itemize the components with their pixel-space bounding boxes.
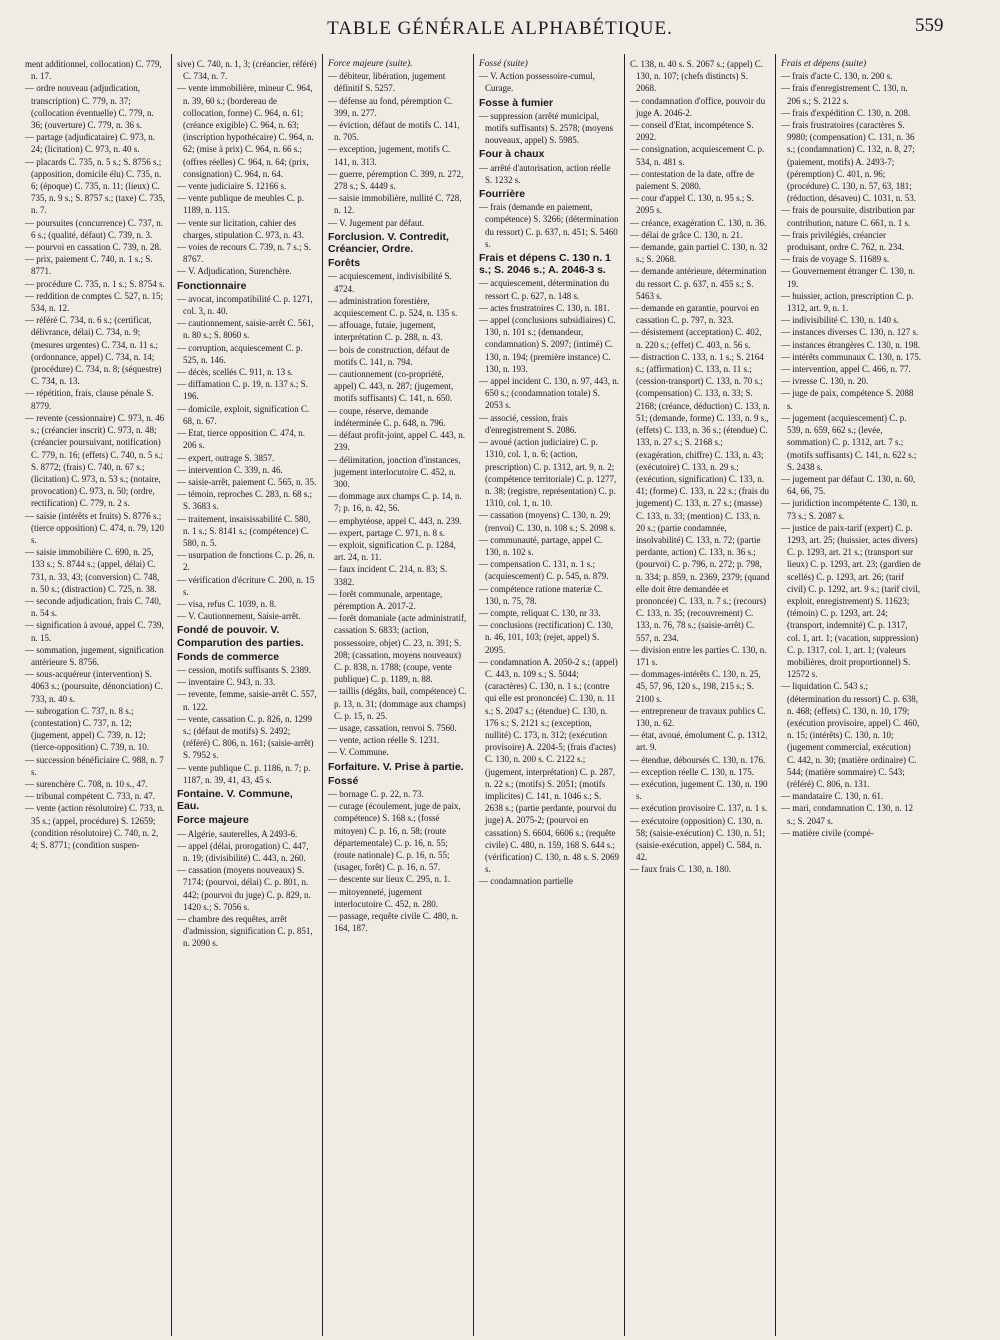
index-entry: C. 138, n. 40 s. S. 2067 s.; (appel) C. 130, n. 107; (chefs distincts) S. 2068. — [630, 59, 764, 94]
index-entry: — domicile, exploit, signification C. 68, n. 67. — [177, 403, 310, 426]
index-entry: — condamnation partielle — [479, 876, 573, 887]
index-entry: — V. Action possessoire-cumul, Curage. — [479, 71, 595, 94]
index-entry: — cassation (moyens) C. 130, n. 29; (renvoi) C. 130, n. 108 s.; S. 2098 s. — [479, 510, 616, 533]
index-columns — [20, 54, 992, 1336]
index-heading: Fontaine. V. Commune, Eau. — [177, 787, 293, 813]
index-entry: — frais d'acte C. 130, n. 200 s. — [781, 71, 893, 82]
index-entry: — juridiction incompétente C. 130, n. 73 s.; S. 2087 s. — [781, 498, 918, 521]
index-entry: — matière civile (compé- — [781, 827, 874, 838]
index-entry: — placards C. 735, n. 5 s.; S. 8756 s.; (apposition, domicile élu) C. 735, n. 6; (époque) C. 735, n. 11; (lieux) C. 735, n. 9 s.; S. 8757 s.; (taxe) C. 735, n. 7. — [25, 156, 165, 216]
index-entry: — avocat, incompatibilité C. p. 1271, col. 3, n. 40. — [177, 293, 313, 317]
index-entry: — frais d'expédition C. 130, n. 208. — [781, 107, 911, 118]
index-entry: — cour d'appel C. 130, n. 95 s.; S. 2095 s. — [630, 193, 754, 216]
index-entry: — frais privilégiés, créancier produisant, ordre C. 762, n. 234. — [781, 229, 904, 253]
index-entry: — justice de paix-tarif (expert) C. p. 1293, art. 25; (huissier, actes divers) C. p. 1293, art. 21 s.; (transport sur lieux) C. p. 1293, art. 23; (gardien de scellés) C. p. 1293, art. 26; (tarif civil) C. p. 1292, art. 9 s.; (tarif civil, exploit, enregistrement) S. 11623; (témoin) C. p. 1293, art. 24; (transport, indemnité) C. p. 1317, col. 1, art. 1; (vacation, suppression) C. p. 1317, col. 1, art. 1; (valeurs mobilières, droit proportionnel) S. 12572 s. — [781, 522, 921, 680]
index-entry: — demande, gain partiel C. 130, n. 32 s.; S. 2068. — [630, 242, 768, 265]
index-entry: — V. Adjudication, Surenchère. — [177, 266, 292, 277]
index-entry: — bornage C. p. 22, n. 73. — [328, 788, 424, 799]
index-entry: — distraction C. 133, n. 1 s.; S. 2164 s.; (affirmation) C. 133, n. 11 s.; (cession-transport) C. 133, n. 70 s.; (compensation) C. 133, n. 33; S. 2168; (créance, déduction) C. 133, n. 51; (demande, forme) C. 133, n. 9 s., (effets) C. 133, n. 36 s.; (étendue) C. 133, n. 27 s.; S. 2168 s.; (exagération, chiffre) C. 133, n. 43; (exécutoire) C. 133, n. 29 s.; (exécution, signification) C. 133, n. 41; (forme) C. 133, n. 22 s.; (frais du jugement) C. 133, n. 27 s.; (masse) C. 133, n. 33; (mention) C. 133, n. 20 s.; (partie condamnée, insolvabilité) C. 133, n. 72; (partie perdante, action) C. 133, n. 36 s.; (pourvoi) C. p. 796, n. 272; p. 798, n. 334; p. 859, n. 2369, 2379; (quand elle doit être demandée et prononcée) C. 133, n. 7 s.; (recours) C. 133, n. 35; (recouvrement) C. 133, n. 76, 78 s.; (saisie-arrêt) C. 557, n. 234. — [630, 351, 770, 643]
column-body — [630, 58, 770, 876]
index-entry: — délai de grâce C. 130, n. 21. — [630, 229, 743, 240]
index-entry: — instances diverses C. 130, n. 127 s. — [781, 327, 919, 338]
column-header: Frais et dépens (suite) — [781, 59, 867, 69]
index-entry: — bois de construction, défaut de motifs C. 141, n. 794. — [328, 344, 450, 367]
index-entry: — frais de poursuite, distribution par contribution, nature C. 661, n. 1 s. — [781, 205, 915, 228]
index-entry: ment additionnel, collocation) C. 779, n. 17. — [25, 59, 162, 82]
index-entry: — V. Commune. — [328, 747, 389, 758]
index-heading: Forêts — [328, 257, 361, 270]
index-heading: Fossé — [328, 774, 359, 787]
index-entry: — Algérie, sauterelles, A 2493-6. — [177, 828, 298, 839]
index-entry: — emphytéose, appel C. 443, n. 239. — [328, 515, 462, 526]
index-entry: — avoué (action judiciaire) C. p. 1310, col. 1, n. 6; (action, prescription) C. p. 1312, art. 9, n. 2; (compétence territoriale) C. p. 1277, n. 38; (registre, représentation) C. p. 1310, col. 1, n. 10. — [479, 437, 617, 509]
index-entry: — usage, cassation, renvoi S. 7560. — [328, 722, 457, 733]
index-entry: — éviction, défaut de motifs C. 141, n. 705. — [328, 120, 460, 143]
index-heading: Forclusion. V. Contredit, Créancier, Ordre. — [328, 230, 449, 256]
index-entry: — seconde adjudication, frais C. 740, n. 54 s. — [25, 595, 161, 619]
index-entry: — appel incident C. 130, n. 97, 443, n. 650 s.; (condamnation totale) S. 2053 s. — [479, 376, 619, 411]
index-entry: — division entre les parties C. 130, n. 171 s. — [630, 644, 767, 667]
index-entry: — saisie immobilière, nullité C. 728, n. 12. — [328, 193, 462, 216]
index-column-6 — [775, 54, 926, 1336]
index-entry: — reddition de comptes C. 527, n. 15; 534, n. 12. — [25, 290, 163, 314]
column-body — [328, 70, 468, 934]
index-entry: — cautionnement (co-propriété, appel) C. 443, n. 287; (jugement, motifs suffisants) C. 141, n. 650. — [328, 369, 454, 404]
column-body — [781, 70, 921, 839]
index-entry: — vente publique de meubles C. p. 1189, n. 115. — [177, 193, 304, 216]
index-entry: — faux frais C. 130, n. 180. — [630, 864, 731, 875]
index-entry: — coupe, réserve, demande indéterminée C. p. 648, n. 796. — [328, 405, 446, 428]
column-body — [479, 70, 619, 887]
index-entry: — défaut profit-joint, appel C. 443, n. 239. — [328, 430, 465, 453]
index-entry: — acquiescement, indivisibilité S. 4724. — [328, 271, 452, 294]
index-entry: — saisie immobilière C. 690, n. 25, 133 s.; S. 8744 s.; (appel, délai) C. 731, n. 33, 43; (conversion) C. 748, n. 50 s.; (distraction) C. 725, n. 38. — [25, 547, 160, 594]
index-column-1 — [20, 54, 171, 1336]
index-entry: — usurpation de fonctions C. p. 26, n. 2. — [177, 550, 315, 573]
index-entry: — entrepreneur de travaux publics C. 130, n. 62. — [630, 705, 766, 728]
index-entry: — intervention C. 339, n. 46. — [177, 464, 283, 475]
index-entry: — conclusions (rectification) C. 130, n. 46, 101, 103; (rejet, appel) S. 2095. — [479, 620, 613, 655]
index-entry: sive) C. 740, n. 1, 3; (créancier, référé) C. 734, n. 7. — [177, 59, 317, 82]
index-entry: — chambre des requêtes, arrêt d'admission, signification C. p. 851, n. 2090 s. — [177, 914, 313, 949]
index-entry: — débiteur, libération, jugement définitif S. 5257. — [328, 71, 446, 94]
index-heading: Fosse à fumier — [479, 96, 554, 109]
index-entry: — vente publique C. p. 1186, n. 7; p. 1187, n. 39, 41, 43, 45 s. — [177, 762, 311, 785]
index-entry: — jugement (acquiescement) C. p. 539, n. 659, 662 s.; (levée, sommation) C. p. 1312, art. 7 s.; (motifs suffisants) C. 141, n. 622 s.; S. 2438 s. — [781, 412, 917, 472]
index-entry: — actes frustratoires C. 130, n. 181. — [479, 302, 610, 313]
index-entry: — exploit, signification C. p. 1284, art. 24, n. 11. — [328, 539, 456, 563]
index-entry: — compensation C. 131, n. 1 s.; (acquiescement) C. p. 545, n. 879. — [479, 559, 609, 582]
index-entry: — intervention, appel C. 466, n. 77. — [781, 364, 911, 375]
index-entry: — jugement par défaut C. 130, n. 60, 64, 66, 75. — [781, 473, 916, 497]
index-entry: — créance, exagération C. 130, n. 36. — [630, 217, 767, 228]
index-entry: — faux incident C. 214, n. 83; S. 3382. — [328, 564, 448, 587]
index-entry: — guerre, péremption C. 399, n. 272, 278 s.; S. 4449 s. — [328, 168, 464, 192]
index-entry: — visa, refus C. 1039, n. 8. — [177, 598, 277, 609]
index-entry: — exécution, jugement C. 130, n. 190 s. — [630, 778, 768, 802]
index-entry: — désistement (acceptation) C. 402, n. 220 s.; (effet) C. 403, n. 56 s. — [630, 327, 762, 350]
index-entry: — administration forestière, acquiescement C. p. 524, n. 135 s. — [328, 295, 458, 319]
index-entry: — étendue, déboursés C. 130, n. 176. — [630, 754, 766, 765]
page-number: 559 — [915, 15, 944, 36]
index-entry: — demande antérieure, détermination du ressort C. p. 637, n. 455 s.; S. 5463 s. — [630, 266, 767, 301]
index-entry: — témoin, reproches C. 283, n. 68 s.; S. 3683 s. — [177, 489, 312, 512]
index-entry: — juge de paix, compétence S. 2088 s. — [781, 388, 914, 411]
index-entry: — cautionnement, saisie-arrêt C. 561, n. 80 s.; S. 8060 s. — [177, 318, 314, 341]
index-entry: — conseil d'Etat, incompétence S. 2092. — [630, 120, 754, 143]
index-entry: — vente sur licitation, cahier des charges, stipulation C. 973, n. 43. — [177, 217, 304, 240]
index-entry: — revente, femme, saisie-arrêt C. 557, n. 122. — [177, 689, 317, 712]
index-heading: Fourrière — [479, 188, 526, 201]
index-entry: — frais d'enregistrement C. 130, n. 206 s.; S. 2122 s. — [781, 83, 908, 106]
index-heading: Force majeure — [177, 814, 249, 827]
index-entry: — forêt communale, arpentage, péremption A. 2017-2. — [328, 588, 443, 611]
index-entry: — défense au fond, péremption C. 399, n. 277. — [328, 95, 453, 118]
index-entry: — contestation de la date, offre de paiement S. 2080. — [630, 168, 755, 192]
index-entry: — ivresse C. 130, n. 20. — [781, 376, 869, 387]
index-entry: — vente, cassation C. p. 826, n. 1299 s.; (défaut de motifs) S. 2492; (référé) C. 806, n. 161; (saisie-arrêt) S. 7952 s. — [177, 713, 314, 761]
index-heading: Fonctionnaire — [177, 279, 247, 292]
index-entry: — condamnation d'office, pouvoir du juge A. 2046-2. — [630, 95, 766, 118]
index-entry: — procédure C. 735, n. 1 s.; S. 8754 s. — [25, 278, 165, 289]
index-entry: — délimitation, jonction d'instances, jugement interlocutoire C. 452, n. 300. — [328, 454, 461, 489]
index-entry: — tribunal compétent C. 733, n. 47. — [25, 791, 155, 802]
index-entry: — signification à avoué, appel C. 739, n. 15. — [25, 620, 164, 643]
index-entry: — succession bénéficiaire C. 988, n. 7 s. — [25, 754, 164, 777]
index-entry: — indivisibilité C. 130, n. 140 s. — [781, 315, 900, 326]
index-entry: — consignation, acquiescement C. p. 534, n. 481 s. — [630, 144, 765, 167]
index-entry: — liquidation C. 543 s.; (détermination du ressort) C. p. 638, n. 468; (effets) C. 130, n. 10, 179; (exécution provisoire, appel) C. 460, n. 15; (intérêts) C. 130, n. 10; (jugement commercial, exécution) C. 442, n. 30; (matière ordinaire) C. 544; (matière sommaire) C. 543; (référé) C. 806, n. 131. — [781, 681, 920, 789]
index-entry: — saisie (intérêts et fruits) S. 8776 s.; (tierce opposition) C. 474, n. 79, 120 s. — [25, 510, 164, 545]
index-entry: — partage (adjudicataire) C. 973, n. 24; (licitation) C. 973, n. 40 s. — [25, 132, 155, 155]
index-entry: — acquiescement, détermination du ressort C. p. 627, n. 148 s. — [479, 278, 609, 301]
index-entry: — descente sur lieux C. 295, n. 1. — [328, 874, 451, 885]
index-entry: — poursuites (concurrence) C. 737, n. 6 s.; (qualité, défaut) C. 739, n. 3. — [25, 217, 163, 240]
index-heading: Four à chaux — [479, 148, 545, 161]
index-entry: — expert, outrage S. 3857. — [177, 452, 275, 463]
index-entry: — exécution provisoire C. 137, n. 1 s. — [630, 803, 768, 814]
index-entry: — traitement, insaisissabilité C. 580, n. 1 s.; S. 8141 s.; (compétence) C. 580, n. 5. — [177, 513, 311, 548]
index-entry: — voies de recours C. 739, n. 7 s.; S. 8767. — [177, 242, 311, 265]
index-entry: — Etat, tierce opposition C. 474, n. 206 s. — [177, 428, 305, 451]
index-heading: Frais et dépens C. 130 n. 1 s.; S. 2046 s.; A. 2046-3 s. — [479, 252, 611, 277]
index-entry: — diffamation C. p. 19, n. 137 s.; S. 196. — [177, 379, 308, 402]
index-entry: — appel (conclusions subsidiaires) C. 130, n. 101 s.; (demandeur, condamnation) S. 2097; (intimé) C. 130, n. 194; (première instance) C. 130, n. 193. — [479, 315, 616, 374]
index-entry: — vente (action résolutoire) C. 733, n. 35 s.; (appel, procédure) S. 12659; (condition résolutoire) C. 740, n. 2, 4; S. 8771; (condition suspen- — [25, 803, 165, 850]
index-entry: — vente, action réelle S. 1231. — [328, 735, 440, 746]
column-body — [25, 58, 166, 851]
index-entry: — référé C. 734, n. 6 s.; (certificat, délivrance, délai) C. 734, n. 9; (mesures urgentes) C. 734, n. 11 s.; (ordonnance, appel) C. 734, n. 14; (procédure) C. 734, n. 8; (séquestre) C. 734, n. 13. — [25, 315, 162, 387]
index-entry: — dommage aux champs C. p. 14, n. 7; p. 16, n. 42, 56. — [328, 491, 462, 514]
index-entry: — vente immobilière, mineur C. 964, n. 39, 60 s.; (bordereau de collocation, forme) C. 964, n. 61; (créance exigible) C. 964, n. 63; (inscription hypothécaire) C. 964, n. 62; (mise à prix) C. 964, n. 66 s.; (offres réelles) C. 964, n. 64; (prix, consignation) C. 964, n. 64. — [177, 83, 314, 179]
index-entry: — état, avoué, émolument C. p. 1312, art. 9. — [630, 730, 768, 753]
index-entry: — associé, cession, frais d'enregistrement S. 2086. — [479, 412, 577, 435]
index-entry: — forêt domaniale (acte administratif, cassation S. 6833; (action, possessoire, objet) C. 23, n. 391; S. 208; (cassation, moyens nouveaux) C. p. 838, n. 1788; (coupe, vente publique) C. p. 1189, n. 88. — [328, 613, 467, 685]
index-entry: — prix, paiement C. 740, n. 1 s.; S. 8771. — [25, 254, 153, 277]
index-entry: — subrogation C. 737, n. 8 s.; (contestation) C. 737, n. 12; (jugement, appel) C. 739, n. 12; (tierce-opposition) C. 739, n. 10. — [25, 705, 149, 753]
index-entry: — exception, jugement, motifs C. 141, n. 313. — [328, 144, 451, 167]
index-entry: — Gouvernement étranger C. 130, n. 19. — [781, 266, 915, 289]
index-entry: — curage (écoulement, juge de paix, compétence) S. 168 s.; (fossé mitoyen) C. p. 16, n. 58; (route départementale) C. p. 16, n. 55; (route nationale) C. p. 16, n. 55; (usager, forêt) C. p. 16, n. 57. — [328, 801, 461, 873]
index-entry: — appel (délai, prorogation) C. 447, n. 19; (divisibilité) C. 443, n. 260. — [177, 840, 309, 863]
index-column-4 — [473, 54, 624, 1336]
column-header: Fossé (suite) — [479, 59, 528, 69]
index-entry: — surenchère C. 708, n. 10 s., 47. — [25, 778, 148, 789]
index-entry: — demande en garantie, pourvoi en cassation C. p. 797, n. 323. — [630, 303, 759, 326]
index-entry: — exécutoire (opposition) C. 130, n. 58; (saisie-exécution) C. 130, n. 51; (saisie-exécution, appel) C. 584, n. 42. — [630, 815, 765, 863]
index-entry: — V. Jugement par défaut. — [328, 217, 425, 228]
column-header: Force majeure (suite). — [328, 59, 413, 69]
index-heading: Fondé de pouvoir. V. Comparution des parties. — [177, 624, 304, 649]
index-entry: — huissier, action, prescription C. p. 1312, art. 9, n. 1. — [781, 290, 914, 314]
index-entry: — arrêté d'autorisation, action réelle S. 1232 s. — [479, 162, 611, 185]
index-entry: — frais (demande en paiement, compétence) S. 3266; (détermination du ressort) C. p. 637, n. 451; S. 5460 s. — [479, 202, 619, 249]
index-entry: — dommages-intérêts C. 130, n. 25, 45, 57, 96, 120 s., 198, 215 s.; S. 2100 s. — [630, 669, 761, 704]
index-entry: — pourvoi en cassation C. 739, n. 28. — [25, 242, 162, 253]
index-entry: — vente judiciaire S. 12166 s. — [177, 181, 287, 192]
index-entry: — cassation (moyens nouveaux) S. 7174; (pourvoi, délai) C. p. 801, n. 442; (pourvoi du juge) C. p. 829, n. 1420 s.; S. 7056 s. — [177, 865, 311, 912]
index-entry: — compétence ratione materiæ C. 130, n. 75, 78. — [479, 583, 603, 606]
index-entry: — taillis (dégâts, bail, compétence) C. p. 13, n. 31; (dommage aux champs) C. p. 15, n. 25. — [328, 686, 467, 721]
index-entry: — décès, scellés C. 911, n. 13 s. — [177, 367, 294, 378]
index-column-5 — [624, 54, 775, 1336]
index-entry: — mandataire C. 130, n. 61. — [781, 791, 884, 802]
index-entry: — communauté, partage, appel C. 130, n. 102 s. — [479, 534, 603, 557]
index-entry: — cession, motifs suffisants S. 2389. — [177, 664, 311, 675]
index-entry: — instances étrangères C. 130, n. 198. — [781, 339, 920, 350]
index-entry: — répétition, frais, clause pénale S. 8779. — [25, 388, 154, 411]
index-entry: — affouage, futaie, jugement, interprétation C. p. 288, n. 43. — [328, 320, 443, 343]
index-entry: — mitoyenneté, jugement interlocutoire C. 452, n. 280. — [328, 886, 438, 909]
index-entry: — compte, reliquat C. 130, nr 33. — [479, 607, 601, 618]
column-body — [177, 58, 317, 950]
index-entry: — sous-acquéreur (intervention) S. 4063 s.; (poursuite, dénonciation) C. 733, n. 40 s. — [25, 669, 163, 704]
index-column-2 — [171, 54, 322, 1336]
index-entry: — ordre nouveau (adjudication, transcription) C. 779, n. 37; (collocation éventuelle) C. 779, n. 36; (ouverture) C. 779, n. 36 s. — [25, 83, 154, 131]
index-entry: — corruption, acquiescement C. p. 525, n. 146. — [177, 342, 303, 365]
index-entry: — vérification d'écriture C. 200, n. 15 s. — [177, 574, 315, 597]
index-entry: — sommation, jugement, signification antérieure S. 8756. — [25, 644, 164, 667]
index-entry: — passage, requête civile C. 480, n. 164, 187. — [328, 911, 458, 934]
index-heading: Forfaiture. V. Prise à partie. — [328, 760, 464, 773]
index-entry: — intérêts communaux C. 130, n. 175. — [781, 351, 921, 362]
index-entry: — V. Cautionnement, Saisie-arrêt. — [177, 611, 301, 622]
index-entry: — condamnation A. 2050-2 s.; (appel) C. 443, n. 109 s.; S. 5044; (caractères) C. 130, n. 1 s.; (contre qui elle est prononcée) C. 130, n. 11 s.; S. 2047 s.; (étendue) C. 130, n. 176 s.; S. 2121 s.; (exception, nullité) C. 173, n. 312; (exécution provisoire) A. 2204-5; (frais d'actes) C. 130, n. 200 s. C. 2122 s.; (jugement, interprétation) C. p. 287, n. 22 s.; (motifs) S. 2051; (motifs implicites) C. 141, n. 1046 s.; S. 2638 s.; (partie perdante, pourvoi du juge) A. 2075-2; (pourvoi en cassation) S. 6604, 6606 s.; (requête civile) C. 480, n. 159, 168 S. 644 s.; (vérification) C. 130, n. 48 s. S. 2069 s. — [479, 656, 619, 875]
index-entry: — expert, partage C. 971, n. 8 s. — [328, 527, 445, 538]
index-entry: — inventaire C. 943, n. 33. — [177, 677, 276, 688]
page-title: TABLE GÉNÉRALE ALPHABÉTIQUE. — [327, 18, 673, 39]
index-entry: — suppression (arrêté municipal, motifs suffisants) S. 2578; (moyens nouveaux, appel) S. 5985. — [479, 110, 614, 146]
index-heading: Fonds de commerce — [177, 650, 280, 663]
index-entry: — exception réelle C. 130, n. 175. — [630, 766, 754, 777]
index-entry: — frais de voyage S. 11689 s. — [781, 254, 890, 265]
index-column-3 — [322, 54, 473, 1336]
index-entry: — revente (cessionnaire) C. 973, n. 46 s.; (créancier inscrit) C. 973, n. 48; (créancier poursuivant, notification) C. 779, n. 16; (effets) C. 740, n. 5 s.; S. 8772; (frais) C. 740, n. 67 s.; (licitation) C. 973, n. 53 s.; (notaire, provocation) C. 973, n. 50; (ordre, rectification) C. 779, n. 2 s. — [25, 412, 165, 509]
index-entry: — saisie-arrêt, paiement C. 565, n. 35. — [177, 476, 317, 487]
index-entry: — frais frustratoires (caractères S. 9980; (compensation) C. 131, n. 36 s.; (condamnation) C. 132, n. 8, 27; (paiement, motifs) A. 2493-7; (péremption) C. 401, n. 96; (procédure) C. 130, n. 57, 63, 181; (réduction, désaveu) C. 1031, n. 53. — [781, 120, 916, 204]
index-entry: — mari, condamnation C. 130, n. 12 s.; S. 2047 s. — [781, 803, 913, 826]
